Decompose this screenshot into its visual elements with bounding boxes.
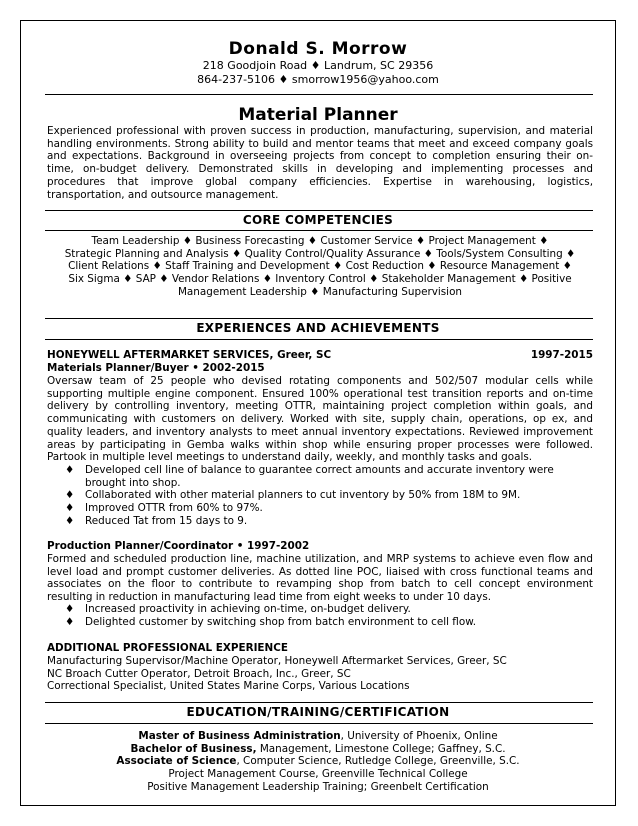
additional-item: Manufacturing Supervisor/Machine Operator, Honeywell Aftermarket Services, Greer, SC [47,655,507,667]
degree-name: Associate of Science [116,755,237,768]
additional-item: Correctional Specialist, United States Marine Corps, Various Locations [47,680,410,693]
bullet-item: ♦ Reduced Tat from 15 days to 9. [47,515,593,528]
degree-name: Master of Business Administration [138,730,341,742]
summary-paragraph: Experienced professional with proven success in production, manufacturing, supervision, and material handling environments. Strong ability to build and mentor teams that meet and exceed company goals and expectations. Background in overseeing projects from concept to completion ensuring their on-time, on-budget delivery. Demonstrated skills in developing and implementing processes and procedures that improve global company efficiencies. Expertise in warehousing, logistics, transportation, and outsource management. [47,125,593,201]
company-dates: 1997-2015 [530,349,593,361]
competency-line: Management Leadership ♦ Manufacturing Supervision [177,285,463,298]
competency-line: Six Sigma ♦ SAP ♦ Vendor Relations ♦ Inventory Control ♦ Stakeholder Management ♦ Positive [68,273,572,286]
degree-line [21,755,615,768]
bullet-item: ♦ Increased proactivity in achieving on-time, on-budget delivery. [47,603,593,616]
company-name: HONEYWELL AFTERMARKET SERVICES, Greer, SC [47,349,332,361]
degree-details: Management, Limestone College; Gaffney, S.C. [256,742,506,755]
degree-line [21,743,615,756]
competency-line: Client Relations ♦ Staff Training and Development ♦ Cost Reduction ♦ Resource Management ♦ [68,260,572,273]
education-bottom-divider [45,723,593,724]
role2-bullets [47,603,593,628]
competencies-list [47,235,593,299]
degree-details: , University of Phoenix, Online [340,730,498,742]
additional-heading: ADDITIONAL PROFESSIONAL EXPERIENCE [47,642,288,654]
additional-list [47,655,593,693]
contact-line: 864-237-5106 ♦ smorrow1956@yahoo.com [197,73,439,86]
header-divider [45,94,593,95]
experience-heading: EXPERIENCES AND ACHIEVEMENTS [196,321,440,335]
experience-bottom-divider [45,339,593,340]
competency-line: Strategic Planning and Analysis ♦ Quality Control/Quality Assurance ♦ Tools/System Consulting ♦ [64,247,576,260]
competency-line: Team Leadership ♦ Business Forecasting ♦ Customer Service ♦ Project Management ♦ [91,235,549,247]
role2-title: Production Planner/Coordinator • 1997-2002 [47,540,310,552]
competencies-top-divider [45,210,593,211]
company-line [47,349,593,362]
bullet-item: ♦ Delighted customer by switching shop from batch environment to cell flow. [47,616,593,629]
resume-page [20,20,616,806]
degree-name: Bachelor of Business, [130,742,257,755]
degree-line [21,730,615,743]
competencies-bottom-divider [45,230,593,231]
role1-title: Materials Planner/Buyer • 2002-2015 [47,362,265,374]
bullet-item: ♦ Collaborated with other material planners to cut inventory by 50% from 18M to 9M. [47,489,593,502]
course-line: Positive Management Leadership Training; Greenbelt Certification [147,780,489,793]
role2-description: Formed and scheduled production line, machine utilization, and MRP systems to achieve even flow and level load and prompt customer deliveries. As dotted line POC, liaised with cross functional teams and associates on the floor to contribute to revamping shop from batch to cell concept environment resulting in reduction in manufacturing lead time from eight weeks to under 10 days. [47,553,593,604]
education-top-divider [45,702,593,703]
role1-description: Oversaw team of 25 people who devised rotating components and 502/507 modular cells while supporting multiple engine component. Ensured 100% operational test transition reports and on-time delivery by controlling inventory, meeting OTTR, maintaining project completion within goals, and communicating with customers on delivery. Worked with site, supply chain, operations, op ex, and quality leaders, and inventory analysts to meet annual inventory expectations. Reviewed improvement areas by participating in Gemba walks within shop while ensuring proper processes were followed. Partook in multiple level meetings to understand daily, weekly, and monthly tasks and goals. [47,375,593,464]
bullet-item: ♦ Developed cell line of balance to guarantee correct amounts and accurate inventory were brought into shop. [47,464,593,489]
job-title: Material Planner [238,105,398,125]
role1-bullets [47,464,593,528]
experience-top-divider [45,318,593,319]
contact-block [21,59,615,87]
competencies-heading: CORE COMPETENCIES [242,213,394,227]
course-line: Project Management Course, Greenville Technical College [168,768,468,781]
education-list [21,730,615,794]
degree-details: , Computer Science, Rutledge College, Greenville, S.C. [236,755,520,768]
bullet-item: ♦ Improved OTTR from 60% to 97%. [47,502,593,515]
additional-item: NC Broach Cutter Operator, Detroit Broach, Inc., Greer, SC [47,667,351,680]
address-line: 218 Goodjoin Road ♦ Landrum, SC 29356 [202,59,434,72]
candidate-name: Donald S. Morrow [228,39,408,59]
education-heading: EDUCATION/TRAINING/CERTIFICATION [186,705,450,719]
